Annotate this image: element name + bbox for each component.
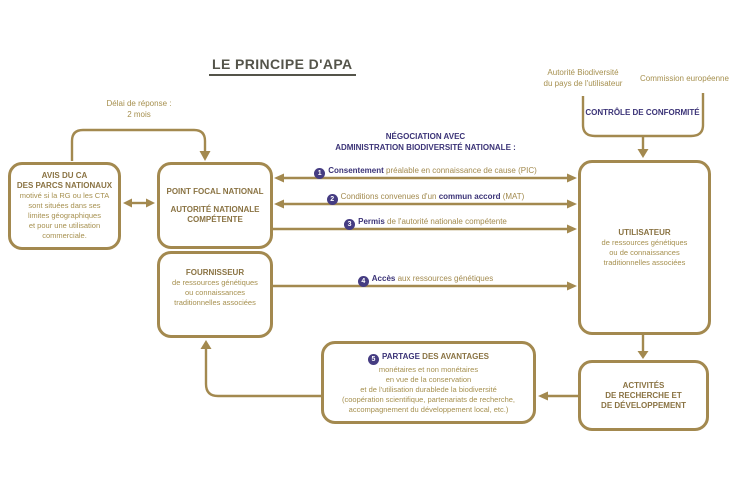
box-fournisseur: [157, 251, 273, 338]
fournisseur-body-line: de ressources génétiques: [172, 277, 258, 287]
partage-bold-gold: DES AVANTAGES: [422, 351, 489, 361]
autorite-line2: du pays de l'utilisateur: [543, 79, 623, 88]
activites-line: DE RECHERCHE ET: [605, 390, 682, 400]
utilisateur-title: UTILISATEUR: [618, 227, 671, 237]
fournisseur-body-line: ou connaissances: [184, 287, 246, 297]
step-2-label: [273, 190, 578, 205]
avis-body-line: motivé si la RG ou les CTA: [19, 191, 110, 200]
step-2-bold-text: commun accord: [438, 192, 501, 201]
arrowhead-down-icon: [638, 351, 649, 359]
step-4-badge: 4: [358, 276, 369, 287]
avis-body-line: limites géographiques: [28, 211, 101, 220]
page-title: LE PRINCIPE D'APA: [209, 56, 356, 76]
step-1-text: préalable en connaissance de cause (PIC): [383, 166, 537, 175]
partage-bold-purple: PARTAGE: [382, 351, 420, 361]
avis-pointfocal-double-arrow: [123, 199, 155, 208]
step-2-text: Conditions convenues d'un: [340, 192, 439, 201]
box-activites-recherche: [578, 360, 709, 431]
negociation-line2: ADMINISTRATION BIODIVERSITÉ NATIONALE :: [335, 143, 516, 152]
step-1-bold-text: Consentement: [328, 166, 384, 175]
avis-body-line: sont situées dans ses: [28, 201, 101, 210]
partage-body-line: (coopération scientifique, partenariats de recherche,: [341, 394, 516, 404]
point-focal-line1: POINT FOCAL NATIONAL: [166, 186, 264, 196]
box-point-focal-national: [157, 162, 273, 249]
arrowhead-down-icon: [200, 151, 211, 161]
activites-line: DE DÉVELOPPEMENT: [601, 400, 686, 410]
controle-conformite-label: CONTRÔLE DE CONFORMITÉ: [585, 108, 700, 117]
box-utilisateur: [578, 160, 711, 335]
avis-body-line: et pour une utilisation: [28, 221, 101, 230]
step-2-badge: 2: [327, 194, 338, 205]
step-2-text: (MAT): [500, 192, 525, 201]
utilisateur-body-line: de ressources génétiques: [601, 237, 688, 247]
activites-line: ACTIVITÉS: [622, 380, 665, 390]
box-partage-des-avantages: [321, 341, 536, 424]
autorite-line1: Autorité Biodiversité: [547, 68, 619, 77]
step-1-label: [273, 164, 578, 179]
arrowhead-left-icon: [538, 392, 548, 401]
utilisateur-body-line: traditionnelles associées: [603, 257, 686, 267]
step-3-bold-text: Permis: [358, 217, 385, 226]
box-avis-du-ca: [8, 162, 121, 250]
partage-body-line: et de l'utilisation durablede la biodiversité: [360, 384, 497, 394]
activites-partage-arrow: [538, 392, 578, 401]
commission-europeenne-label: Commission européenne: [640, 74, 729, 83]
fournisseur-title: FOURNISSEUR: [185, 267, 245, 277]
delai-line2: 2 mois: [127, 110, 151, 119]
point-focal-line2: AUTORITÉ NATIONALE: [170, 204, 260, 214]
delai-response-arrow: [72, 130, 211, 161]
partage-fournisseur-arrow: [201, 340, 322, 396]
step-4-text: aux ressources génétiques: [395, 274, 494, 283]
utilisateur-body-line: ou de connaissances: [609, 247, 680, 257]
arrowhead-down-icon: [638, 149, 649, 158]
utilisateur-activites-arrow: [638, 335, 649, 359]
partage-body-line: monétaires et non monétaires: [378, 364, 479, 374]
negociation-label: [273, 131, 578, 153]
arrowhead-right-icon: [146, 199, 155, 208]
step-3-label: [273, 215, 578, 230]
delai-line1: Délai de réponse :: [106, 99, 172, 108]
step-3-text: de l'autorité nationale compétente: [384, 217, 507, 226]
autorite-biodiversite-label: [523, 67, 643, 89]
partage-body-line: en vue de la conservation: [385, 374, 472, 384]
avis-title-line2: DES PARCS NATIONAUX: [16, 181, 113, 190]
partage-body-line: accompagnement du développement local, etc.): [348, 404, 509, 414]
step-1-badge: 1: [314, 168, 325, 179]
partage-title-line: [368, 351, 489, 365]
arrowhead-up-icon: [201, 340, 212, 349]
fournisseur-body-line: traditionnelles associées: [174, 297, 256, 307]
arrowhead-left-icon: [123, 199, 132, 208]
step-4-bold-text: Accès: [371, 274, 396, 283]
avis-title-line1: AVIS DU CA: [41, 171, 88, 180]
step-5-badge: 5: [368, 354, 379, 365]
delai-label: [79, 98, 199, 120]
negociation-line1: NÉGOCIATION AVEC: [385, 132, 466, 141]
point-focal-line3: COMPÉTENTE: [187, 214, 243, 224]
step-4-label: [273, 272, 578, 287]
avis-body-line: commerciale.: [42, 231, 87, 240]
conformity-bracket-arrow: [583, 93, 703, 158]
step-3-badge: 3: [344, 219, 355, 230]
